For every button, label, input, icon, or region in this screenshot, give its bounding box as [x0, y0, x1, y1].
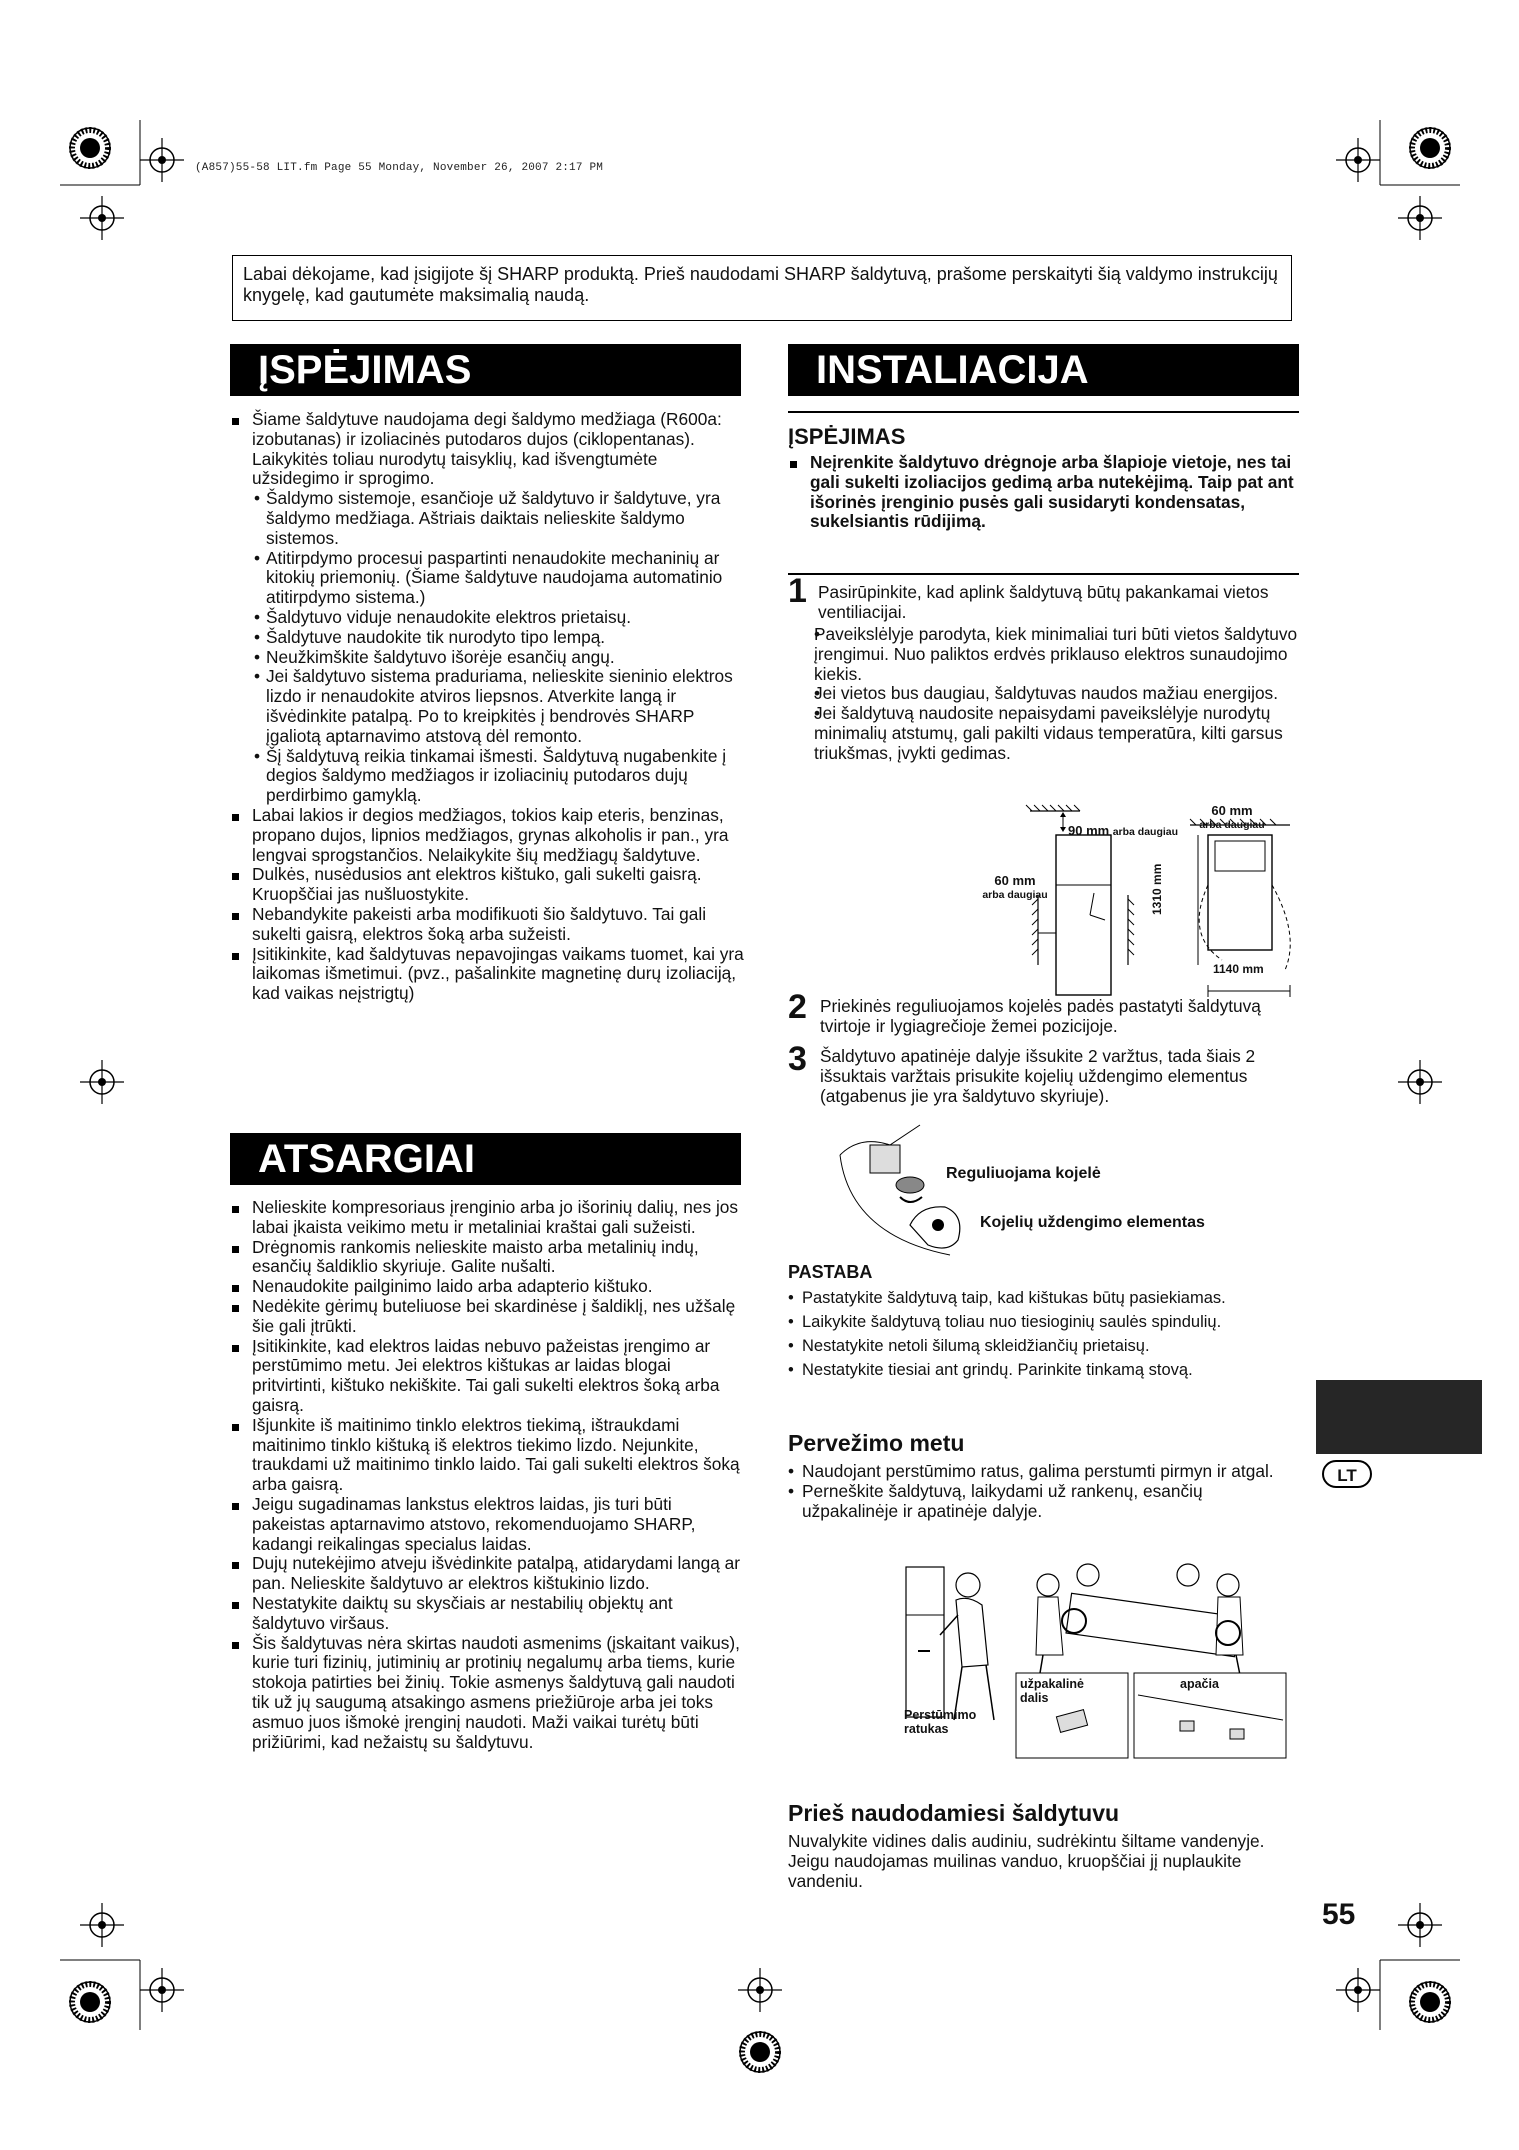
language-tab	[1316, 1380, 1482, 1454]
clearance-top-sub: arba daugiau	[1112, 826, 1179, 838]
step-1-block	[818, 583, 1298, 623]
perv-list	[788, 1462, 1298, 1521]
instaliacija-banner: INSTALIACIJA	[788, 344, 1299, 396]
pastaba-item-4: • Nestatykite tiesiai ant grindų. Parinkite tinkamą stovą.	[788, 1358, 1308, 1382]
divider	[788, 411, 1299, 413]
install-warning-text: Neįrenkite šaldytuvo drėgnoje arba šlapioje vietoje, nes tai gali sukelti izoliacijos gedimą arba nutekėjimą. Taip pat ant išorinės įrenginio pusės gali susidaryti kondensatas, sukelsiantis rūdijimą.	[788, 453, 1298, 532]
atsargiai-item-4: Nedėkite gėrimų buteliuose bei skardinėse į šaldiklį, nes užšalę šie gali įtrūkti.	[230, 1297, 745, 1337]
step-2-number: 2	[788, 988, 807, 1026]
intro-box: Labai dėkojame, kad įsigijote šį SHARP produktą. Prieš naudodami SHARP šaldytuvą, prašome perskaityti šią valdymo instrukcijų knygelę, kad gautumėte maksimalią naudą.	[232, 255, 1292, 321]
ispejimas-sub-3: • Šaldytuvo viduje nenaudokite elektros prietaisų.	[230, 608, 745, 628]
ispejimas-item-1: Šiame šaldytuve naudojama degi šaldymo medžiaga (R600a: izobutanas) ir izoliacinės putodaros dujos (ciklopentanas). Laikykitės toliau nurodytų taisyklių, kad išvengtumėte užsidegimo ir sprogimo.	[230, 410, 745, 489]
pastaba-item-1: • Pastatykite šaldytuvą taip, kad kištukas būtų pasiekiamas.	[788, 1286, 1308, 1310]
step-1-text: Pasirūpinkite, kad aplink šaldytuvą būtų pakankamai vietos ventiliacijai.	[818, 582, 1269, 622]
ispejimas-item-2: Labai lakios ir degios medžiagos, tokios kaip eteris, benzinas, propano dujos, lipnios medžiagos, grynas alkoholis ir pan., yra lengvai sprogstančios. Nelaikykite šių medžiagų šaldytuve.	[230, 806, 745, 865]
ispejimas-list	[230, 410, 745, 1004]
atsargiai-item-10: Šis šaldytuvas nėra skirtas naudoti asmenims (įskaitant vaikus), kurie turi fizinių, jutiminių ar protinių negalumų arba tiems, kurie stokoja patirties bei žinių. Tokie asmenys šaldytuvą gali naudoti tik už jų saugumą atsakingo asmens priežiūroje arba jei toks asmuo juos išmokė įrenginį naudoti. Maži vaikai turėtų būti prižiūrimi, kad nežaistų su šaldytuvu.	[230, 1634, 745, 1753]
perv-title: Pervežimo metu	[788, 1430, 965, 1456]
atsargiai-item-6: Išjunkite iš maitinimo tinklo elektros tiekimą, ištraukdami maitinimo tinklo kištuką iš elektros tiekimo lizdo. Nejunkite, traukdami už maitinimo tinklo laido. Tai gali sukelti elektros šoką arba gaisrą.	[230, 1416, 745, 1495]
ispejimas-item-4: Nebandykite pakeisti arba modifikuoti šio šaldytuvo. Tai gali sukelti gaisrą, elektros šoką arba sužeisti.	[230, 905, 745, 945]
clearance-top-value: 90 mm	[1068, 823, 1110, 838]
clearance-side-sub: arba daugiau	[982, 889, 1048, 901]
atsargiai-item-8: Dujų nutekėjimo atveju išvėdinkite patalpą, atidarydami langą ar pan. Nelieskite šaldytuvo ar elektros kištukinio lizdo.	[230, 1554, 745, 1594]
pries-title: Prieš naudodamiesi šaldytuvu	[788, 1800, 1120, 1826]
moving-wheel-label: Perstūmimo ratukas	[904, 1708, 977, 1736]
perv-item-2: • Perneškite šaldytuvą, laikydami už rankenų, esančių užpakalinėje ir apatinėje dalyje.	[788, 1482, 1298, 1522]
clearance-width-label: 1140 mm	[1213, 962, 1264, 976]
leg-cover-diagram	[830, 1115, 1000, 1265]
pries-text: Nuvalykite vidines dalis audiniu, sudrėkintu šiltame vandenyje. Jeigu naudojamas muilinas vanduo, kruopščiai jį nuplaukite vandeniu.	[788, 1831, 1265, 1891]
step-1-number: 1	[788, 572, 807, 610]
back-part-label: užpakalinė dalis	[1020, 1677, 1084, 1705]
clearance-height-label: 1310 mm	[1150, 863, 1164, 915]
adjustable-leg-label: Reguliuojama kojelė	[946, 1165, 1101, 1182]
install-warning-title: ĮSPĖJIMAS	[788, 424, 906, 449]
ispejimas-sub-6: • Jei šaldytuvo sistema praduriama, nelieskite sieninio elektros lizdo ir nenaudokite atviros liepsnos. Atverkite langą ir išvėdinkite patalpą. Po to kreipkitės į bendrovės SHARP įgaliotą aptarnavimo atstovą dėl remonto.	[230, 667, 745, 746]
ispejimas-banner: ĮSPĖJIMAS	[230, 344, 741, 396]
atsargiai-list	[230, 1198, 745, 1752]
atsargiai-item-2: Drėgnomis rankomis nelieskite maisto arba metalinių indų, esančių šaldiklio skyriuje. Galite nušalti.	[230, 1238, 745, 1278]
step-1-sub-1: • Paveikslėlyje parodyta, kiek minimaliai turi būti vietos šaldytuvo įrengimui. Nuo paliktos erdvės priklauso elektros sunaudojimo kiekis.	[794, 625, 1300, 684]
ispejimas-sub-7: • Šį šaldytuvą reikia tinkamai išmesti. Šaldytuvą nugabenkite į degios šaldymo medžiagos ir izoliacinių putodaros dujų perdirbimo gamyklą.	[230, 747, 745, 806]
clearance-top-label	[1068, 824, 1178, 839]
step-1-sub-3: • Jei šaldytuvą naudosite nepaisydami paveikslėlyje nurodytų minimalių atstumų, gali pakilti vidaus temperatūra, kilti garsus triukšmas, įvykti gedimas.	[794, 704, 1300, 763]
atsargiai-item-9: Nestatykite daiktų su skysčiais ar nestabilių objektų ant šaldytuvo viršaus.	[230, 1594, 745, 1634]
step-1-sub-2: • Jei vietos bus daugiau, šaldytuvas naudos mažiau energijos.	[794, 684, 1300, 704]
pastaba-item-2: • Laikykite šaldytuvą toliau nuo tiesioginių saulės spindulių.	[788, 1310, 1308, 1334]
perv-item-1: • Naudojant perstūmimo ratus, galima perstumti pirmyn ir atgal.	[788, 1462, 1298, 1482]
clearance-right-value: 60 mm	[1211, 803, 1253, 818]
pastaba-list	[788, 1286, 1308, 1382]
ispejimas-sub-4: • Šaldytuve naudokite tik nurodyto tipo lempą.	[230, 628, 745, 648]
divider	[788, 573, 1299, 575]
clearance-side-label	[975, 874, 1055, 902]
pastaba-title: PASTABA	[788, 1262, 873, 1282]
clearance-side-value: 60 mm	[994, 873, 1036, 888]
ispejimas-item-5: Įsitikinkite, kad šaldytuvas nepavojingas vaikams tuomet, kai yra laikomas išmetimui. (pvz., pašalinkite magnetinę durų izoliaciją, kad vaikas neįstrigtų)	[230, 945, 745, 1004]
atsargiai-item-7: Jeigu sugadinamas lankstus elektros laidas, jis turi būti pakeistas aptarnavimo atstovo, rekomenduojamo SHARP, kadangi reikalingas specialus laidas.	[230, 1495, 745, 1554]
page-number: 55	[1322, 1898, 1356, 1931]
atsargiai-item-3: Nenaudokite pailginimo laido arba adapterio kištuko.	[230, 1277, 745, 1297]
ispejimas-sub-1: • Šaldymo sistemoje, esančioje už šaldytuvo ir šaldytuve, yra šaldymo medžiaga. Aštriais daiktais nelieskite šaldymo sistemos.	[230, 489, 745, 548]
atsargiai-item-1: Nelieskite kompresoriaus įrenginio arba jo išorinių dalių, nes jos labai įkaista veikimo metu ir metaliniai kraštai gali sužeisti.	[230, 1198, 745, 1238]
step-1-sublist	[794, 625, 1300, 764]
step-3-number: 3	[788, 1040, 807, 1078]
file-info-line: (A857)55-58 LIT.fm Page 55 Monday, November 26, 2007 2:17 PM	[195, 162, 604, 174]
pastaba-item-3: • Nestatykite netoli šilumą skleidžiančių prietaisų.	[788, 1334, 1308, 1358]
step-2-text: Priekinės reguliuojamos kojelės padės pastatyti šaldytuvą tvirtoje ir lygiagrečioje žemei pozicijoje.	[820, 996, 1261, 1036]
atsargiai-banner: ATSARGIAI	[230, 1133, 741, 1185]
ispejimas-sub-5: • Neužkimškite šaldytuvo išorėje esančių angų.	[230, 648, 745, 668]
language-badge: LT	[1322, 1460, 1372, 1488]
atsargiai-item-5: Įsitikinkite, kad elektros laidas nebuvo pažeistas įrengimo ar perstūmimo metu. Jei elektros kištukas ar laidas blogai pritvirtinti, kištuko nekiškite. Tai gali sukelti elektros šoką arba gaisrą.	[230, 1337, 745, 1416]
install-warning-box	[788, 453, 1298, 532]
leg-cover-label: Kojelių uždengimo elementas	[980, 1214, 1205, 1231]
clearance-right-sub: arba daugiau	[1199, 819, 1265, 831]
bottom-label: apačia	[1180, 1677, 1219, 1691]
ispejimas-sub-2: • Atitirpdymo procesui paspartinti nenaudokite mechaninių ar kitokių priemonių. (Šiame šaldytuve naudojama automatinio atitirpdymo sistema.)	[230, 549, 745, 608]
clearance-right-label	[1192, 804, 1272, 832]
step-3-text: Šaldytuvo apatinėje dalyje išsukite 2 varžtus, tada šiais 2 išsuktais varžtais prisukite kojelių uždengimo elementus (atgabenus jie yra šaldytuvo skyriuje).	[820, 1046, 1256, 1106]
ispejimas-item-3: Dulkės, nusėdusios ant elektros kištuko, gali sukelti gaisrą. Kruopščiai jas nušluostykite.	[230, 865, 745, 905]
